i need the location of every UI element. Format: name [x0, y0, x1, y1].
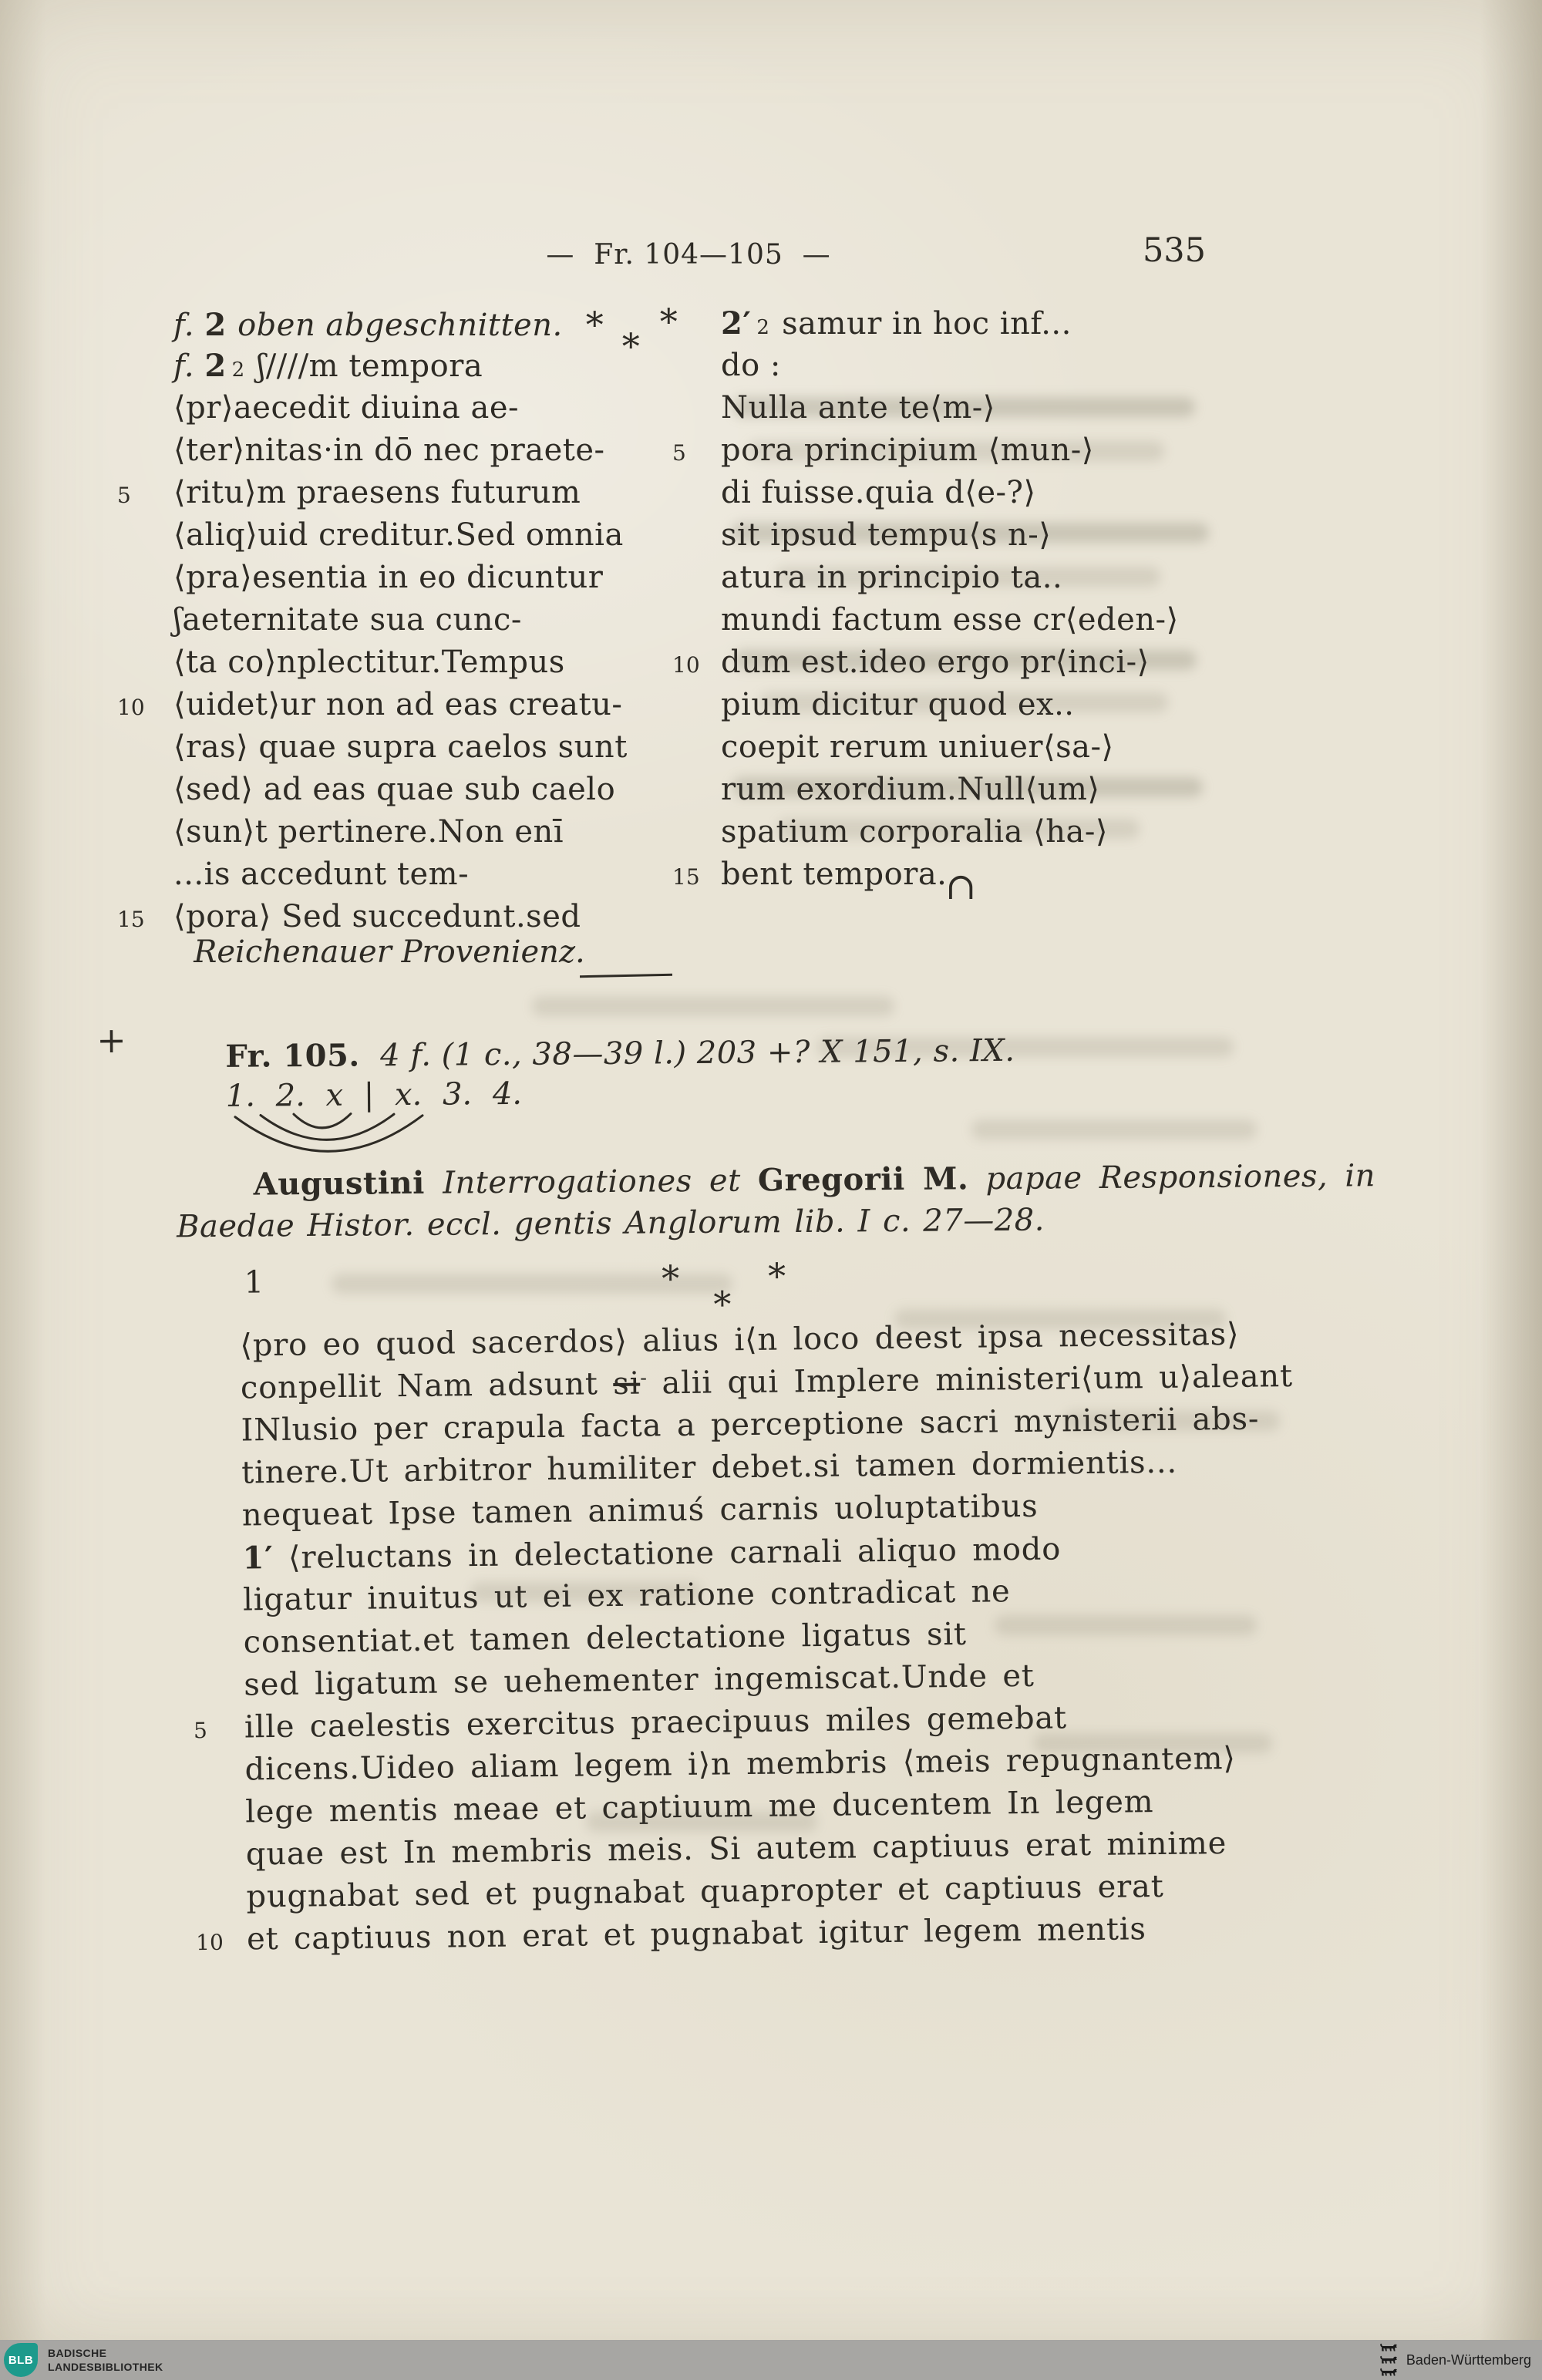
text-segment: ⟨pra⟩esentia in eo dicuntur [173, 560, 604, 595]
text-segment: atura in principio ta.. [721, 560, 1063, 595]
state-name: Baden-Württemberg [1406, 2351, 1531, 2368]
running-head: — Fr. 104—105 — [546, 239, 831, 271]
text-segment: 2 [204, 307, 238, 343]
text-segment: ʃaeternitate sua cunc- [173, 602, 522, 638]
text-segment: Baedae Histor. eccl. gentis Anglorum lib. I c. 27—28. [176, 1202, 1045, 1245]
text-segment: ⟨ter⟩nitas·in dō nec praete- [173, 433, 605, 468]
text-segment: ille caelestis exercitus praecipuus miles gemebat [244, 1700, 1068, 1745]
text-segment: 2 [756, 316, 769, 339]
digitization-footer-bar [0, 2340, 1542, 2380]
text-segment: ⟨ras⟩ quae supra caelos sunt [173, 729, 628, 765]
arc-symbol: ∩ [945, 865, 977, 908]
line-number: 10 [117, 695, 145, 720]
text-segment: mundi factum esse cr⟨eden-⟩ [721, 602, 1179, 638]
text-segment: Augustini [253, 1164, 443, 1203]
text-segment: dum est.ideo ergo pr⟨inci-⟩ [721, 645, 1150, 680]
text-segment: ⟨pora⟩ Sed succedunt.sed [173, 899, 581, 934]
text-segment: * [621, 325, 640, 367]
section-number: 1 [244, 1264, 264, 1301]
line-number: 5 [117, 483, 131, 508]
blb-logo-icon: BLB [4, 2343, 38, 2377]
line-number [190, 1355, 241, 1356]
text-segment: 1′ [242, 1540, 274, 1577]
text-segment: ⟨uidet⟩ur non ad eas creatu- [173, 687, 623, 722]
line-number [193, 1652, 244, 1653]
text-segment: 2′ [721, 305, 752, 342]
text-segment: ⟨reluctans in delectatione carnali aliquo modo [273, 1531, 1062, 1577]
text-segment: sit ipsud tempu⟨s n-⟩ [721, 517, 1052, 553]
text-segment: ʃ////m tempora [247, 348, 483, 384]
text-segment: ⟨ritu⟩m praesens futurum [173, 475, 581, 510]
text-segment: ⟨ta co⟩nplectitur.Tempus [173, 645, 565, 680]
page-number: 535 [1142, 231, 1207, 270]
text-segment: coepit rerum uniuer⟨sa-⟩ [721, 729, 1114, 765]
line-number [190, 1398, 241, 1399]
asterisk: * [713, 1283, 732, 1325]
library-name-line1: BADISCHE [48, 2347, 107, 2359]
text-segment: * [585, 304, 604, 345]
text-segment: papae Responsiones, in [968, 1158, 1376, 1197]
text-line [225, 1029, 1015, 1078]
text-segment: ligatur inuitus ut ei ex ratione contradicat ne [242, 1574, 1011, 1618]
text-segment: - [639, 1366, 648, 1390]
line-number: 15 [672, 864, 700, 890]
text-segment: 2 [231, 359, 245, 382]
library-name-line2: LANDESBIBLIOTHEK [48, 2361, 163, 2373]
text-segment: pugnabat sed et pugnabat quapropter et captiuus erat [246, 1868, 1164, 1915]
text-segment: di fuisse.quia d⟨e-?⟩ [721, 475, 1036, 510]
text-segment: dicens.Uideo aliam legem i⟩n membris ⟨meis repugnantem⟩ [244, 1740, 1237, 1788]
line-number [190, 1440, 241, 1441]
text-segment: nequeat Ipse tamen animuś carnis uoluptatibus [241, 1488, 1039, 1533]
line-number [192, 1610, 243, 1611]
collation-formula: 1. 2. x | x. 3. 4. [225, 1076, 523, 1114]
margin-plus-mark: + [96, 1018, 126, 1062]
text-segment: do : [721, 348, 781, 383]
text-segment: Nulla ante te⟨m-⟩ [721, 390, 995, 426]
provenance-note: Reichenauer Provenienz. [194, 934, 585, 970]
text-segment: spatium corporalia ⟨ha-⟩ [721, 814, 1108, 850]
text-segment: f. [173, 348, 205, 384]
text-line [177, 1197, 1376, 1248]
text-segment: tinere.Ut arbitror humiliter debet.si tamen dormientis... [241, 1444, 1178, 1491]
line-number [194, 1822, 245, 1823]
text-segment: Interrogationes et [443, 1163, 759, 1201]
line-number: 10 [196, 1929, 224, 1956]
text-segment: * [659, 301, 678, 342]
text-segment: alii qui Implere ministeri⟨um u⟩aleant [646, 1358, 1294, 1402]
line-number: 5 [193, 1717, 208, 1744]
text-segment: 2 [204, 348, 227, 384]
state-branding [1379, 2342, 1531, 2378]
text-segment: si [613, 1365, 641, 1402]
text-segment: Gregorii M. [757, 1160, 969, 1199]
arc-inner [294, 1114, 351, 1129]
text-segment: 4 f. (1 c., 38—39 l.) 203 +? X 151, s. IX. [359, 1032, 1015, 1074]
text-segment: et captiuus non erat et pugnabat igitur legem mentis [246, 1911, 1146, 1958]
asterisk: * [661, 1257, 680, 1300]
line-number [194, 1779, 245, 1780]
line-number: 5 [672, 440, 686, 466]
text-segment: Fr. 105. [225, 1037, 360, 1075]
text-segment: bent tempora. [721, 857, 948, 892]
text-segment: pium dicitur quod ex.. [721, 687, 1075, 722]
asterism-divider [631, 1242, 786, 1325]
text-segment: consentiat.et tamen delectatione ligatus sit [243, 1616, 968, 1661]
text-segment: rum exordium.Null⟨um⟩ [721, 772, 1100, 807]
fr105-heading [225, 1029, 1015, 1078]
line-number: 15 [117, 907, 145, 932]
text-segment: quae est In membris meis. Si autem captiuus erat minime [245, 1826, 1227, 1873]
asterisk: * [767, 1255, 786, 1298]
line-number [191, 1525, 242, 1526]
library-name [48, 2346, 163, 2374]
text-segment: pora principium ⟨mun-⟩ [721, 433, 1094, 468]
text-segment: ...is accedunt tem- [173, 857, 470, 892]
text-line [253, 1154, 1375, 1205]
text-segment: lege mentis meae et captiuum me ducentem In legem [245, 1784, 1154, 1830]
text-segment: oben abgeschnitten. [237, 308, 563, 343]
text-segment: conpellit Nam adsunt [240, 1365, 614, 1406]
text-segment: ⟨pr⟩aecedit diuina ae- [173, 390, 520, 426]
text-segment: samur in hoc inf... [771, 306, 1072, 342]
baden-wuerttemberg-coat-of-arms-icon [1379, 2342, 1399, 2378]
line-number [192, 1568, 243, 1569]
text-segment: ⟨sed⟩ ad eas quae sub caelo [173, 772, 616, 807]
text-segment: INlusio per crapula facta a perceptione sacri mynisterii abs- [241, 1401, 1260, 1449]
collation-arcs-diagram [230, 1112, 434, 1158]
fr105-transcription [189, 1313, 1299, 1961]
line-number [195, 1864, 246, 1865]
text-segment: ⟨pro eo quod sacerdos⟩ alius i⟨n loco deest ipsa necessitas⟩ [240, 1316, 1240, 1364]
line-number: 10 [672, 652, 700, 678]
text-segment: sed ligatum se uehementer ingemiscat.Unde et [244, 1658, 1035, 1703]
text-segment: ⟨aliq⟩uid creditur.Sed omnia [173, 517, 624, 553]
text-segment: f. [173, 308, 205, 343]
text-segment: ⟨sun⟩t pertinere.Non enī [173, 814, 564, 850]
work-title [176, 1154, 1375, 1248]
arc-outer [235, 1116, 423, 1152]
